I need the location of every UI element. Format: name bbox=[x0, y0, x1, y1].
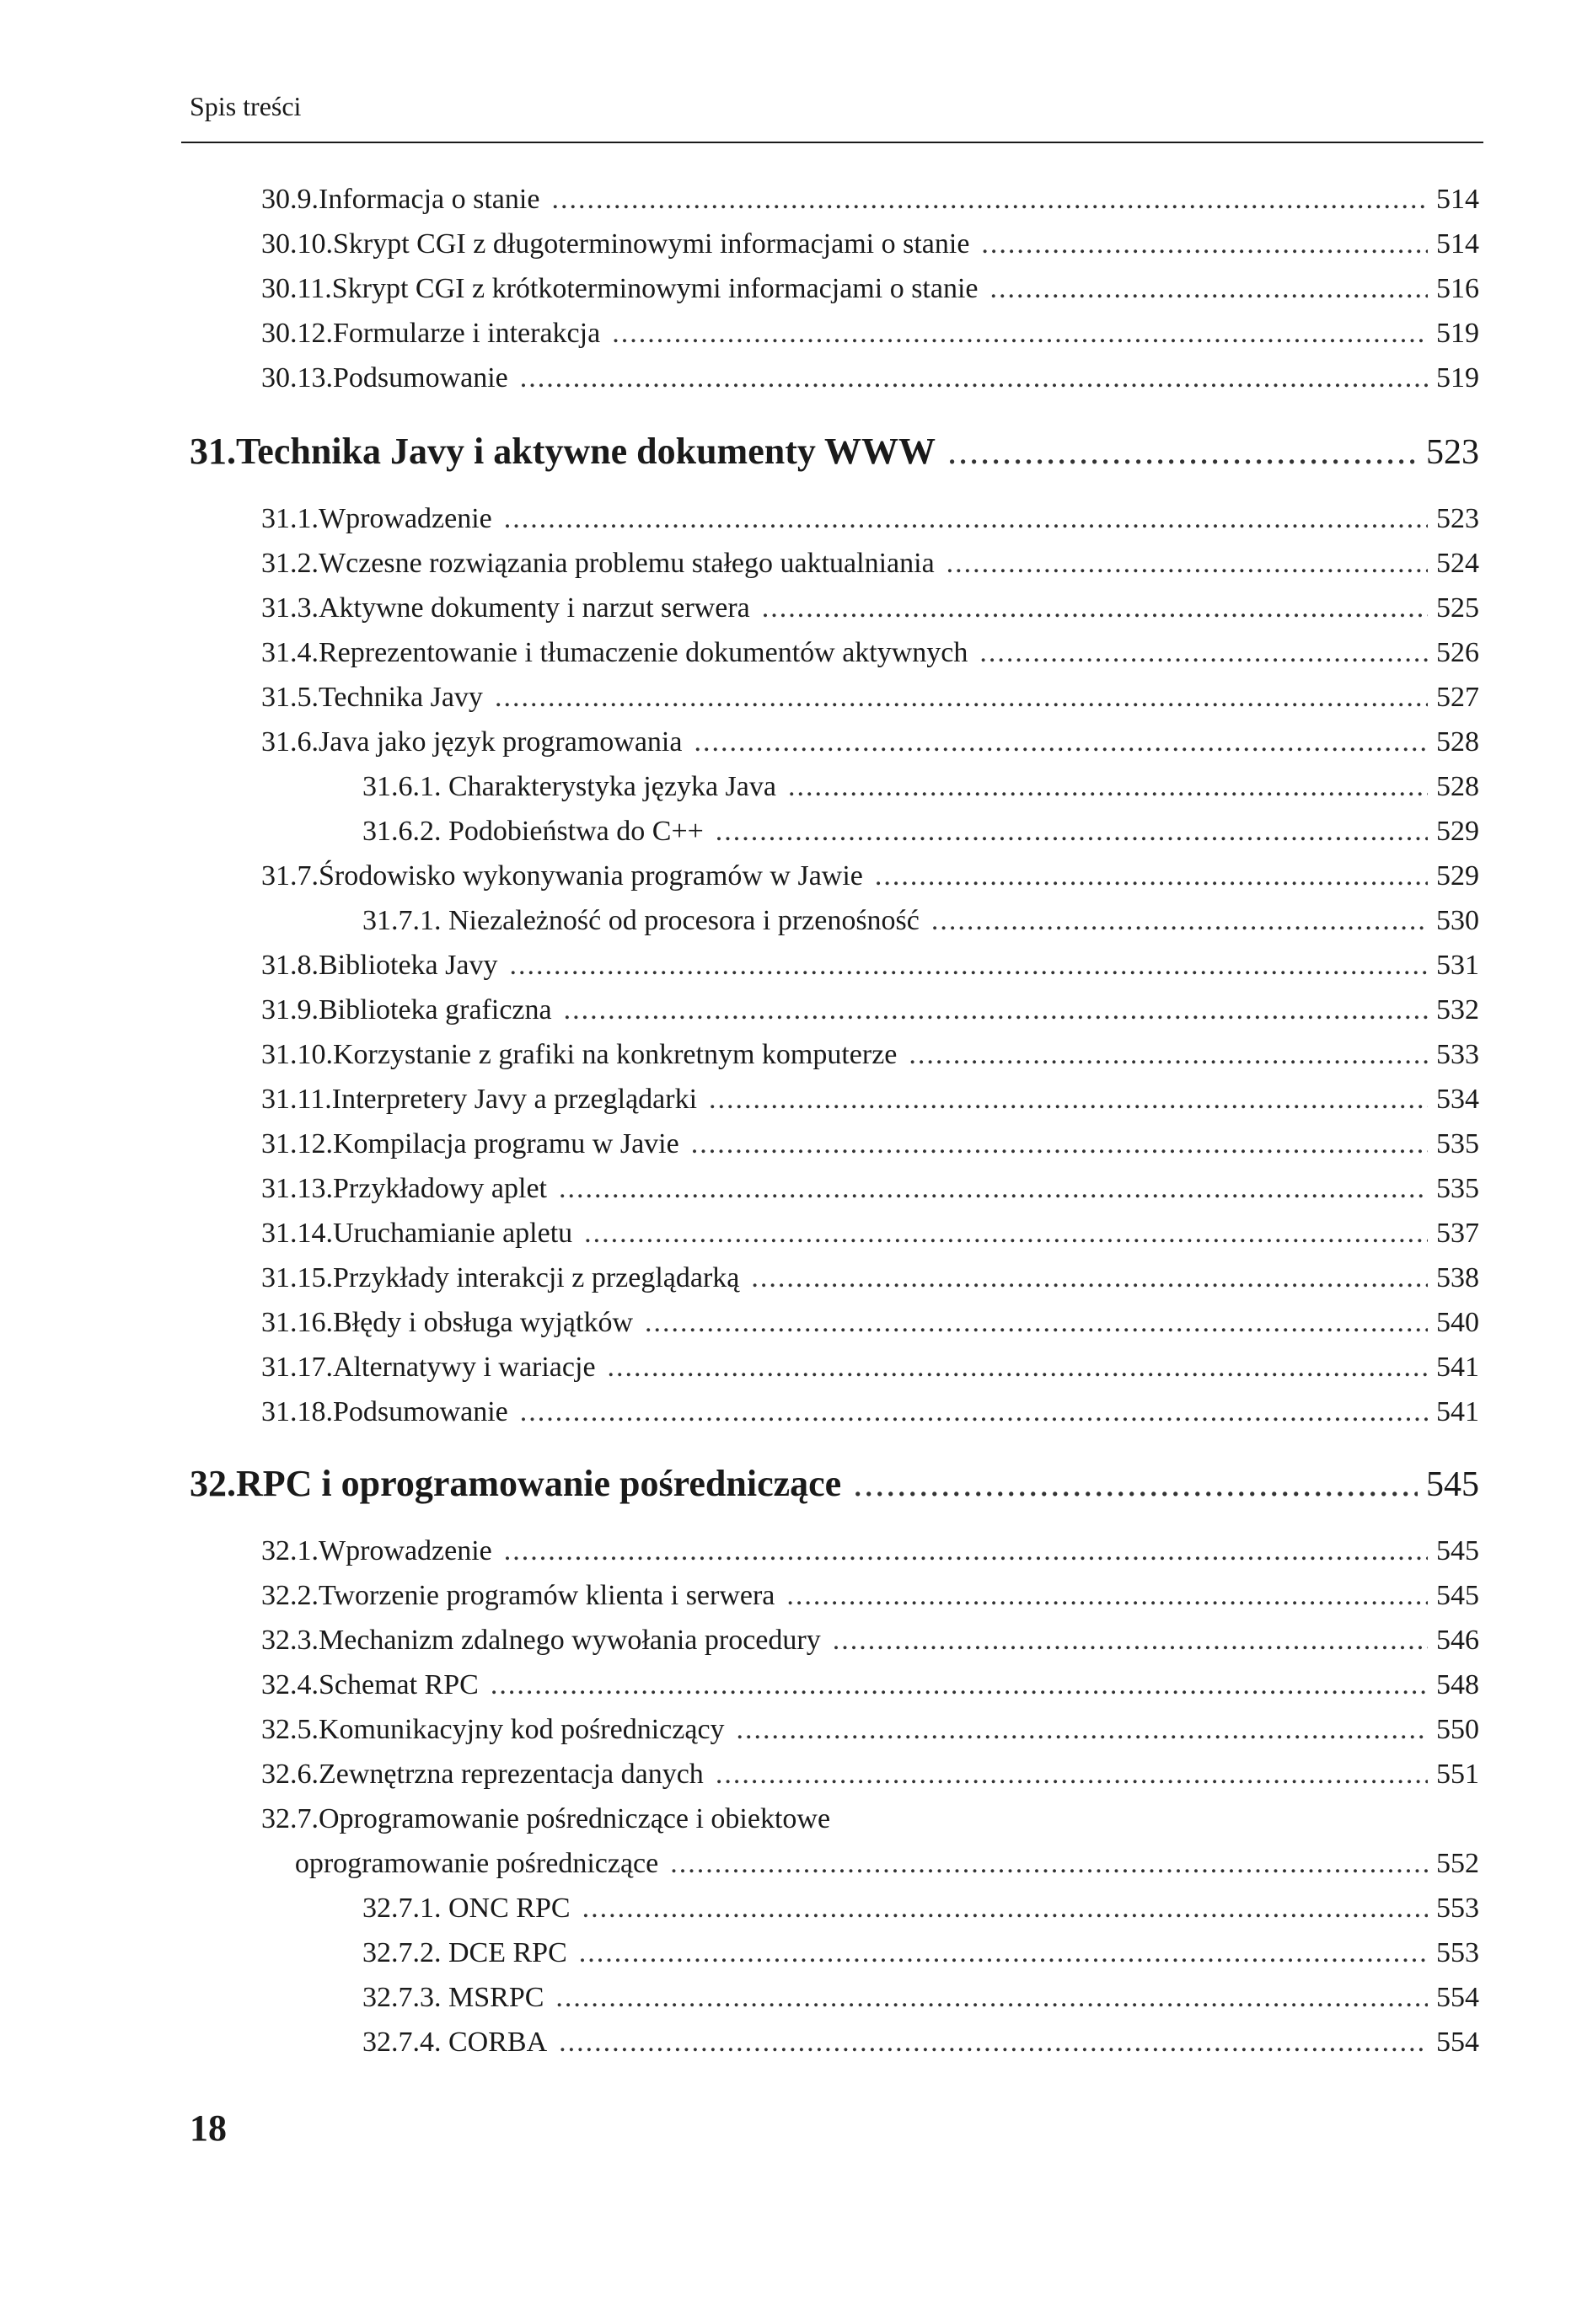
toc-leader-dots bbox=[520, 1396, 1428, 1428]
toc-entry-page: 514 bbox=[1436, 184, 1479, 215]
toc-entry-title: Technika Javy bbox=[319, 682, 483, 713]
toc-entry-page: 533 bbox=[1436, 1039, 1479, 1070]
toc-leader-dots bbox=[716, 1759, 1428, 1791]
running-header: Spis treści bbox=[190, 91, 302, 121]
toc-leader-dots bbox=[582, 1893, 1428, 1925]
toc-entry-page: 526 bbox=[1436, 637, 1479, 668]
toc-entry bbox=[261, 1535, 1479, 1572]
toc-chapter-title: RPC i oprogramowanie pośredniczące bbox=[236, 1463, 842, 1504]
toc-entry-title: Aktywne dokumenty i narzut serwera bbox=[319, 592, 750, 624]
toc-leader-dots bbox=[491, 1669, 1428, 1701]
toc-entry-page: 534 bbox=[1436, 1084, 1479, 1115]
toc-entry-title: Korzystanie z grafiki na konkretnym komputerze bbox=[333, 1039, 898, 1070]
toc-entry bbox=[261, 273, 1479, 310]
toc-entry-title: Błędy i obsługa wyjątków bbox=[333, 1307, 634, 1338]
toc-entry-number: 31.3. bbox=[261, 592, 319, 624]
toc-leader-dots bbox=[947, 548, 1428, 580]
toc-entry-page: 545 bbox=[1436, 1535, 1479, 1566]
toc-entry-title: Podsumowanie bbox=[333, 362, 508, 394]
toc-entry-page: 528 bbox=[1436, 771, 1479, 802]
toc-entry-page: 553 bbox=[1436, 1937, 1479, 1968]
toc-entry-page: 527 bbox=[1436, 682, 1479, 713]
toc-subentry bbox=[362, 1893, 1479, 1930]
toc-leader-dots bbox=[786, 1580, 1428, 1612]
toc-entry-number: 32.7. bbox=[261, 1803, 319, 1834]
toc-entry-page: 537 bbox=[1436, 1218, 1479, 1249]
toc-entry bbox=[261, 1352, 1479, 1389]
toc-chapter-number: 31. bbox=[190, 431, 236, 472]
toc-entry-title: 31.7.1. Niezależność od procesora i przenośność bbox=[362, 905, 920, 936]
toc-leader-dots bbox=[551, 184, 1428, 216]
toc-leader-dots bbox=[931, 905, 1428, 937]
toc-entry bbox=[261, 1580, 1479, 1617]
toc-leader-dots bbox=[751, 1262, 1428, 1294]
toc-entry bbox=[261, 1128, 1479, 1165]
toc-entry-number: 31.2. bbox=[261, 548, 319, 579]
toc-entry-page: 535 bbox=[1436, 1173, 1479, 1204]
toc-entry-title: Formularze i interakcja bbox=[333, 318, 601, 349]
toc-entry-number: 31.16. bbox=[261, 1307, 333, 1338]
toc-entry-page: 528 bbox=[1436, 726, 1479, 758]
toc-entry-page: 519 bbox=[1436, 318, 1479, 349]
toc-entry-title: Wprowadzenie bbox=[319, 1535, 492, 1566]
toc-leader-dots bbox=[875, 860, 1428, 892]
toc-leader-dots bbox=[584, 1218, 1428, 1250]
toc-entry bbox=[261, 1039, 1479, 1076]
toc-entry-page: 535 bbox=[1436, 1128, 1479, 1159]
toc-entry bbox=[261, 592, 1479, 629]
toc-entry-number: 31.8. bbox=[261, 950, 319, 981]
toc-leader-dots bbox=[559, 2027, 1428, 2059]
toc-entry-title: Komunikacyjny kod pośredniczący bbox=[319, 1714, 725, 1745]
toc-leader-dots bbox=[762, 592, 1428, 624]
toc-entry-page: 538 bbox=[1436, 1262, 1479, 1293]
toc-entry-title: Interpretery Javy a przeglądarki bbox=[331, 1084, 698, 1115]
toc-entry-page: 546 bbox=[1436, 1625, 1479, 1656]
toc-entry-title: Wczesne rozwiązania problemu stałego uaktualniania bbox=[319, 548, 935, 579]
toc-entry-title: Podsumowanie bbox=[333, 1396, 508, 1427]
toc-entry-number: 31.17. bbox=[261, 1352, 333, 1383]
toc-entry-title: Informacja o stanie bbox=[319, 184, 540, 215]
toc-leader-dots bbox=[555, 1982, 1428, 2014]
toc-entry-number: 31.11. bbox=[261, 1084, 332, 1115]
toc-entry-number: 32.4. bbox=[261, 1669, 319, 1700]
toc-entry-number: 32.6. bbox=[261, 1759, 319, 1790]
toc-leader-dots bbox=[947, 430, 1418, 473]
toc-entry-title: 32.7.2. DCE RPC bbox=[362, 1937, 567, 1968]
toc-entry-title: Tworzenie programów klienta i serwera bbox=[319, 1580, 775, 1611]
toc-entry-title: Przykłady interakcji z przeglądarką bbox=[333, 1262, 740, 1293]
toc-entry-number: 30.12. bbox=[261, 318, 333, 349]
toc-entry-page: 554 bbox=[1436, 2027, 1479, 2058]
toc-subentry bbox=[362, 905, 1479, 942]
toc-entry-page: 548 bbox=[1436, 1669, 1479, 1700]
toc-entry-title: oprogramowanie pośredniczące bbox=[294, 1848, 659, 1879]
toc-entry-page: 541 bbox=[1436, 1352, 1479, 1383]
toc-chapter-page: 523 bbox=[1426, 433, 1479, 472]
toc-subentry bbox=[362, 1937, 1479, 1974]
toc-entry bbox=[261, 726, 1479, 763]
toc-entry-title: Kompilacja programu w Javie bbox=[333, 1128, 679, 1159]
toc-entry-page: 514 bbox=[1436, 228, 1479, 260]
toc-entry-number: 31.14. bbox=[261, 1218, 333, 1249]
toc-entry-title: 31.6.1. Charakterystyka języka Java bbox=[362, 771, 776, 802]
toc-entry bbox=[261, 1262, 1479, 1299]
toc-leader-dots bbox=[608, 1352, 1428, 1384]
toc-entry-page: 529 bbox=[1436, 816, 1479, 847]
toc-entry-number: 31.12. bbox=[261, 1128, 333, 1159]
toc-leader-dots bbox=[670, 1848, 1428, 1880]
toc-entry-page: 552 bbox=[1436, 1848, 1479, 1879]
toc-entry bbox=[261, 318, 1479, 355]
toc-entry-page: 541 bbox=[1436, 1396, 1479, 1427]
toc-entry bbox=[261, 1714, 1479, 1751]
toc-leader-dots bbox=[788, 771, 1428, 803]
toc-entry-page: 519 bbox=[1436, 362, 1479, 394]
toc-entry-number: 32.3. bbox=[261, 1625, 319, 1656]
toc-entry bbox=[261, 860, 1479, 897]
toc-leader-dots bbox=[645, 1307, 1428, 1339]
toc-entry bbox=[261, 637, 1479, 674]
toc-entry-title: Biblioteka Javy bbox=[319, 950, 498, 981]
toc-entry bbox=[261, 362, 1479, 399]
toc-entry-page: 550 bbox=[1436, 1714, 1479, 1745]
toc-entry-page: 554 bbox=[1436, 1982, 1479, 2013]
toc-leader-dots bbox=[612, 318, 1428, 350]
toc-entry bbox=[261, 1173, 1479, 1210]
toc-entry-number: 31.18. bbox=[261, 1396, 333, 1427]
toc-leader-dots bbox=[520, 362, 1428, 394]
toc-entry-title: Uruchamianie apletu bbox=[333, 1218, 573, 1249]
toc-entry-number: 32.5. bbox=[261, 1714, 319, 1745]
toc-leader-dots bbox=[495, 682, 1428, 714]
toc-entry bbox=[261, 503, 1479, 540]
toc-leader-dots bbox=[564, 994, 1428, 1026]
toc-entry-number: 31.9. bbox=[261, 994, 319, 1025]
toc-entry-title: Java jako język programowania bbox=[319, 726, 683, 758]
toc-entry-title: Skrypt CGI z długoterminowymi informacjami o stanie bbox=[333, 228, 970, 260]
toc-entry-title: 32.7.4. CORBA bbox=[362, 2027, 548, 2058]
toc-leader-dots bbox=[981, 228, 1428, 260]
toc-entry-title: Oprogramowanie pośredniczące i obiektowe bbox=[319, 1803, 831, 1834]
toc-leader-dots bbox=[737, 1714, 1428, 1746]
toc-entry-page: 551 bbox=[1436, 1759, 1479, 1790]
toc-entry-title: Wprowadzenie bbox=[319, 503, 492, 534]
toc-entry-title: Mechanizm zdalnego wywołania procedury bbox=[319, 1625, 821, 1656]
toc-entry-number: 31.7. bbox=[261, 860, 319, 892]
toc-entry bbox=[261, 228, 1479, 265]
toc-entry-page: 545 bbox=[1436, 1580, 1479, 1611]
toc-entry-page: 524 bbox=[1436, 548, 1479, 579]
toc-entry-page: 525 bbox=[1436, 592, 1479, 624]
toc-entry-page: 523 bbox=[1436, 503, 1479, 534]
toc-leader-dots bbox=[979, 637, 1428, 669]
toc-entry bbox=[261, 994, 1479, 1031]
page-number: 18 bbox=[190, 2107, 227, 2149]
toc-subentry bbox=[362, 816, 1479, 853]
toc-entry-title: Biblioteka graficzna bbox=[319, 994, 552, 1025]
toc-entry bbox=[261, 1307, 1479, 1344]
toc-leader-dots bbox=[990, 273, 1429, 305]
toc-entry-page: 530 bbox=[1436, 905, 1479, 936]
toc-entry-number: 32.1. bbox=[261, 1535, 319, 1566]
toc-entry-page: 532 bbox=[1436, 994, 1479, 1025]
toc-entry bbox=[261, 1625, 1479, 1662]
toc-leader-dots bbox=[716, 816, 1428, 848]
toc-subentry bbox=[362, 771, 1479, 808]
toc-entry bbox=[261, 1218, 1479, 1255]
toc-entry-number: 30.9. bbox=[261, 184, 319, 215]
toc-leader-dots bbox=[694, 726, 1428, 758]
toc-entry bbox=[261, 1669, 1479, 1706]
toc-leader-dots bbox=[504, 503, 1428, 535]
toc-entry-page: 516 bbox=[1436, 273, 1479, 304]
toc-chapter-page: 545 bbox=[1426, 1465, 1479, 1504]
toc-entry-title: 32.7.3. MSRPC bbox=[362, 1982, 544, 2013]
toc-entry-number: 30.10. bbox=[261, 228, 333, 260]
toc-chapter bbox=[190, 1462, 1479, 1513]
toc-entry bbox=[261, 1084, 1479, 1121]
toc-entry-page: 553 bbox=[1436, 1893, 1479, 1924]
toc-entry-number: 31.15. bbox=[261, 1262, 333, 1293]
toc-entry-number: 30.11. bbox=[261, 273, 332, 304]
toc-entry-number: 32.2. bbox=[261, 1580, 319, 1611]
toc-entry-number: 31.4. bbox=[261, 637, 319, 668]
toc-entry-page: 540 bbox=[1436, 1307, 1479, 1338]
toc-entry bbox=[261, 950, 1479, 987]
toc-leader-dots bbox=[833, 1625, 1428, 1657]
toc-entry-number: 31.13. bbox=[261, 1173, 333, 1204]
toc-entry bbox=[261, 548, 1479, 585]
toc-entry-title: 31.6.2. Podobieństwa do C++ bbox=[362, 816, 704, 847]
toc-entry-title: Skrypt CGI z krótkoterminowymi informacjami o stanie bbox=[331, 273, 979, 304]
toc-entry-number: 31.6. bbox=[261, 726, 319, 758]
toc-entry-title: Środowisko wykonywania programów w Jawie bbox=[319, 860, 863, 892]
toc-entry-continuation bbox=[261, 1848, 1479, 1885]
toc-entry-page: 529 bbox=[1436, 860, 1479, 892]
toc-entry-title: Alternatywy i wariacje bbox=[333, 1352, 596, 1383]
toc-entry-number: 31.10. bbox=[261, 1039, 333, 1070]
toc-chapter-number: 32. bbox=[190, 1463, 236, 1504]
toc-entry-title: Schemat RPC bbox=[319, 1669, 479, 1700]
toc-entry bbox=[261, 1396, 1479, 1433]
toc-entry-title: Przykładowy aplet bbox=[333, 1173, 547, 1204]
toc-subentry bbox=[362, 1982, 1479, 2019]
toc-chapter-title: Technika Javy i aktywne dokumenty WWW bbox=[236, 431, 936, 472]
toc-entry bbox=[261, 184, 1479, 221]
toc-leader-dots bbox=[709, 1084, 1428, 1116]
toc-leader-dots bbox=[559, 1173, 1428, 1205]
toc-entry-number: 31.1. bbox=[261, 503, 319, 534]
toc-leader-dots bbox=[691, 1128, 1428, 1160]
toc-entry-number: 30.13. bbox=[261, 362, 333, 394]
toc-entry-title: 32.7.1. ONC RPC bbox=[362, 1893, 571, 1924]
toc-leader-dots bbox=[504, 1535, 1428, 1567]
toc-leader-dots bbox=[579, 1937, 1428, 1969]
toc-chapter bbox=[190, 430, 1479, 480]
toc-leader-dots bbox=[853, 1462, 1418, 1505]
toc-entry-page: 531 bbox=[1436, 950, 1479, 981]
toc-leader-dots bbox=[909, 1039, 1428, 1071]
toc-entry bbox=[261, 1759, 1479, 1796]
toc-entry bbox=[261, 682, 1479, 719]
toc-entry-title: Zewnętrzna reprezentacja danych bbox=[319, 1759, 704, 1790]
toc-subentry bbox=[362, 2027, 1479, 2064]
toc-entry bbox=[261, 1803, 1479, 1840]
toc-entry-number: 31.5. bbox=[261, 682, 319, 713]
toc-leader-dots bbox=[509, 950, 1428, 982]
toc-entry-title: Reprezentowanie i tłumaczenie dokumentów aktywnych bbox=[319, 637, 968, 668]
